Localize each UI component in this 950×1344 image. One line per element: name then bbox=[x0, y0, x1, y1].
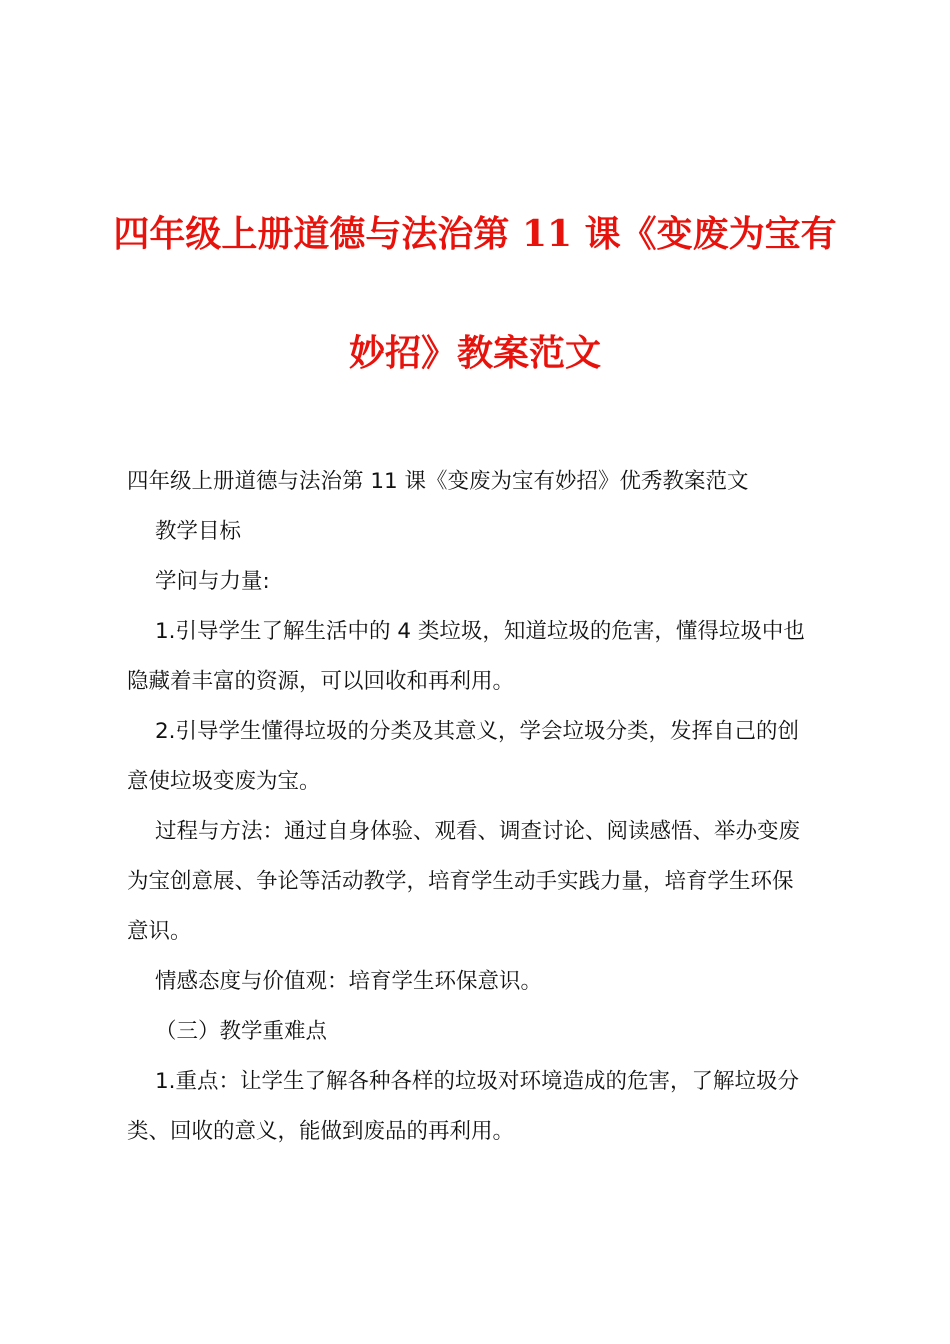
body-line-key-point-a: 1.重点：让学生了解各种各样的垃圾对环境造成的危害，了解垃圾分 bbox=[155, 1069, 800, 1094]
body-line-heading-teaching-goals: 教学目标 bbox=[155, 519, 242, 544]
body-line-goal-1a: 1.引导学生了解生活中的 4 类垃圾，知道垃圾的危害，懂得垃圾中也 bbox=[155, 619, 805, 644]
body-line-key-point-b: 类、回收的意义，能做到废品的再利用。 bbox=[127, 1119, 515, 1144]
body-line-emotion: 情感态度与价值观：培育学生环保意识。 bbox=[155, 969, 543, 994]
document-title-line-2: 妙招》教案范文 bbox=[348, 332, 601, 374]
body-line-heading-knowledge: 学问与力量: bbox=[155, 569, 270, 594]
body-line-process-a: 过程与方法：通过自身体验、观看、调查讨论、阅读感悟、举办变废 bbox=[155, 819, 801, 844]
body-line-goal-1b: 隐藏着丰富的资源，可以回收和再利用。 bbox=[127, 669, 515, 694]
body-line-process-c: 意识。 bbox=[127, 919, 192, 944]
body-line-goal-2b: 意使垃圾变废为宝。 bbox=[127, 769, 321, 794]
body-line-process-b: 为宝创意展、争论等活动教学，培育学生动手实践力量，培育学生环保 bbox=[127, 869, 794, 894]
body-line-subtitle: 四年级上册道德与法治第 11 课《变废为宝有妙招》优秀教案范文 bbox=[127, 469, 749, 494]
body-line-heading-key-points: （三）教学重难点 bbox=[155, 1019, 328, 1044]
document-title-line-1: 四年级上册道德与法治第 11 课《变废为宝有 bbox=[113, 213, 837, 255]
body-line-goal-2a: 2.引导学生懂得垃圾的分类及其意义，学会垃圾分类，发挥自己的创 bbox=[155, 719, 800, 744]
